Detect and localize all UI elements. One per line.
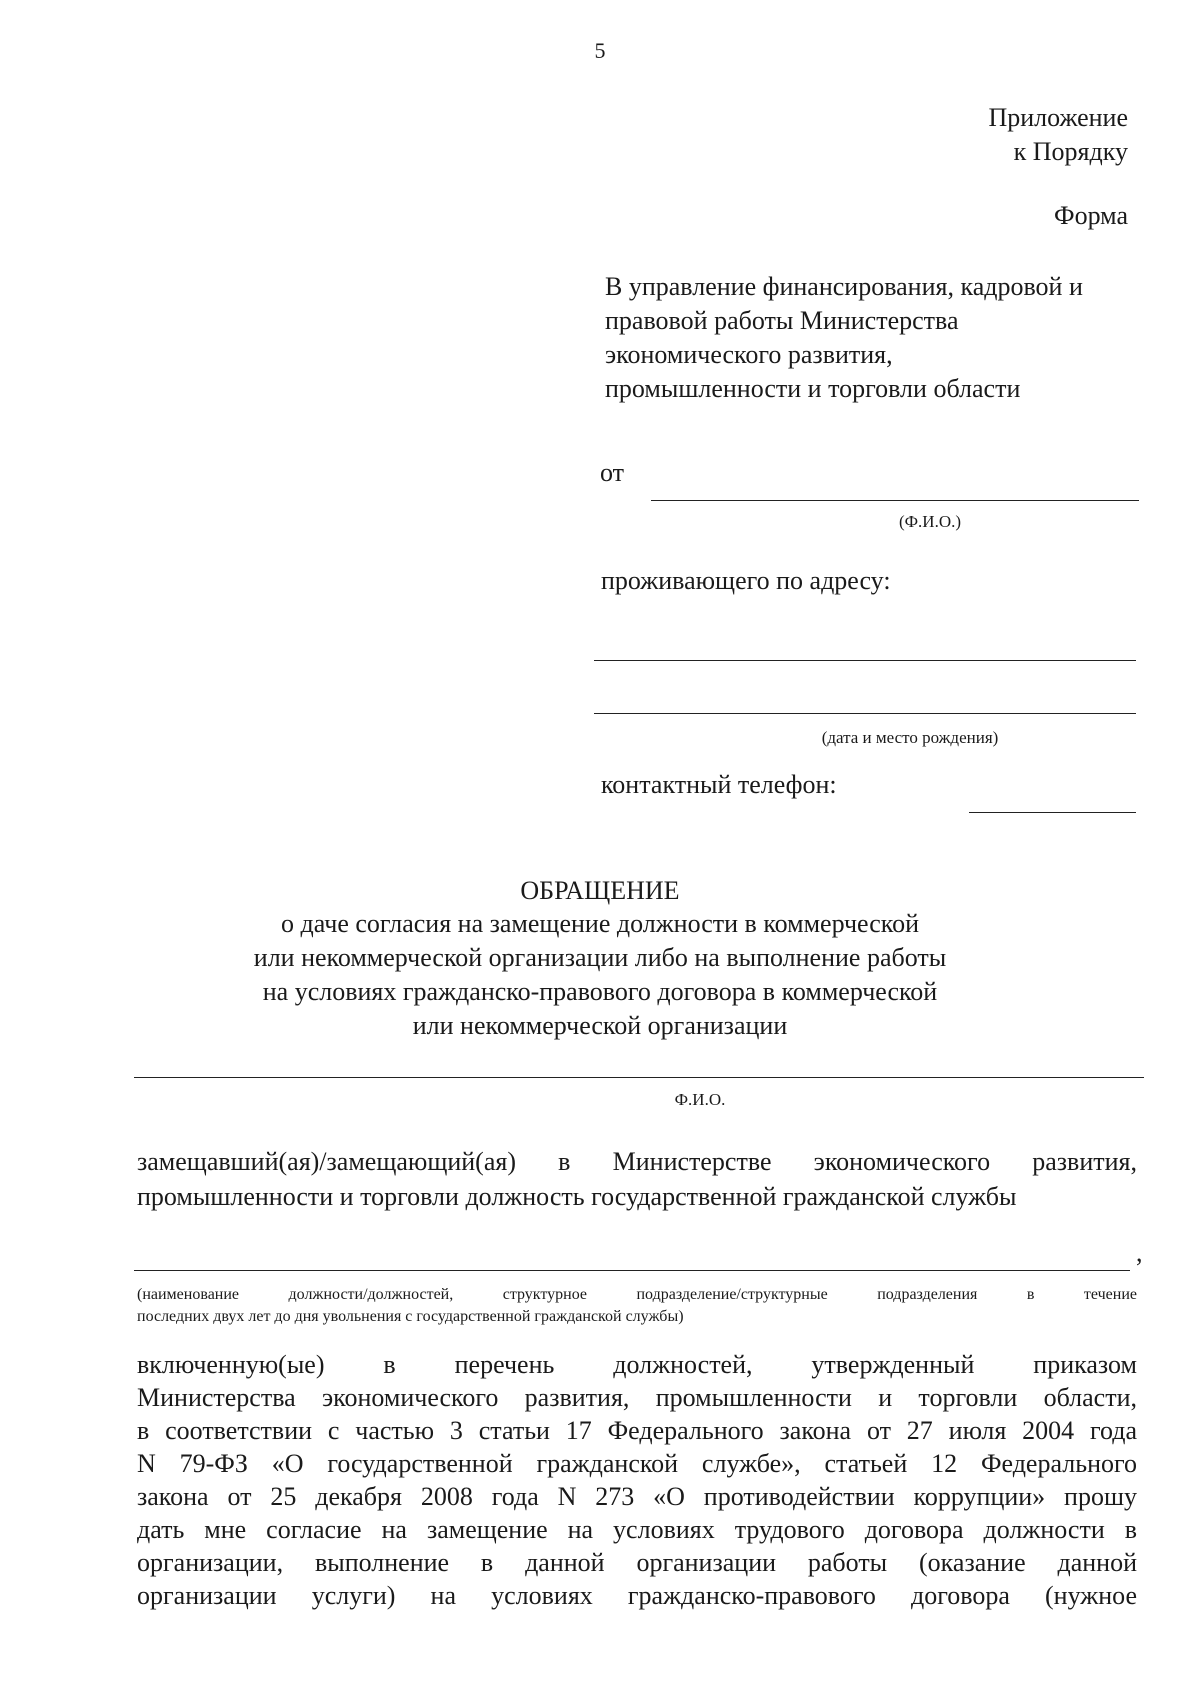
phone-fill-line[interactable]	[969, 812, 1136, 813]
paragraph2-line-3: в соответствии с частью 3 статьи 17 Федерального закона от 27 июля 2004 года	[137, 1416, 1137, 1445]
appendix-line-1: Приложение	[988, 103, 1128, 132]
address-fill-line-2[interactable]	[594, 713, 1136, 714]
paragraph1-line-1: замещавший(ая)/замещающий(ая) в Министерстве экономического развития,	[137, 1147, 1137, 1176]
title-line-4: или некоммерческой организации	[412, 1011, 788, 1040]
fio-fill-line[interactable]	[651, 500, 1139, 501]
address-fill-line-1[interactable]	[594, 660, 1136, 661]
position-caption-line-2: последних двух лет до дня увольнения с государственной гражданской службы)	[137, 1308, 684, 1325]
paragraph1-line-2: промышленности и торговли должность государственной гражданской службы	[137, 1182, 1017, 1211]
fio-caption: (Ф.И.О.)	[898, 512, 962, 531]
document-title: ОБРАЩЕНИЕ	[520, 876, 680, 905]
residence-label: проживающего по адресу:	[601, 566, 891, 595]
addressee-line-2: правовой работы Министерства	[605, 306, 959, 335]
title-line-3: на условиях гражданско-правового договора в коммерческой	[262, 977, 938, 1006]
form-label: Форма	[1054, 201, 1128, 230]
page-number: 5	[594, 38, 606, 63]
paragraph2-line-4: N 79-ФЗ «О государственной гражданской службе», статьей 12 Федерального	[137, 1449, 1137, 1478]
title-line-2: или некоммерческой организации либо на выполнение работы	[253, 943, 947, 972]
addressee-block	[605, 270, 1125, 406]
comma-mark: ,	[1136, 1238, 1143, 1267]
paragraph2-line-8: организации услуги) на условиях гражданско-правового договора (нужное	[137, 1581, 1137, 1610]
addressee-line-3: экономического развития,	[605, 340, 893, 369]
title-line-1: о даче согласия на замещение должности в коммерческой	[281, 909, 919, 938]
from-label: от	[600, 458, 625, 487]
paragraph2-line-2: Министерства экономического развития, промышленности и торговли области,	[137, 1383, 1137, 1412]
appendix-line-2: к Порядку	[1013, 137, 1128, 166]
paragraph2-line-1: включенную(ые) в перечень должностей, утвержденный приказом	[137, 1350, 1137, 1379]
position-caption-line-1: (наименование должности/должностей, структурное подразделение/структурные подразделения в течение	[137, 1286, 1137, 1303]
addressee-line-4: промышленности и торговли области	[605, 374, 1021, 403]
paragraph2-line-7: организации, выполнение в данной организации работы (оказание данной	[137, 1548, 1137, 1577]
applicant-fio-line[interactable]	[134, 1077, 1144, 1078]
addressee-line-1: В управление финансирования, кадровой и	[605, 272, 1083, 301]
phone-label: контактный телефон:	[601, 770, 837, 799]
position-fill-line[interactable]	[134, 1270, 1130, 1271]
birth-caption: (дата и место рождения)	[821, 728, 999, 747]
paragraph2-line-6: дать мне согласие на замещение на условиях трудового договора должности в	[137, 1515, 1137, 1544]
paragraph2	[137, 1348, 1137, 1612]
paragraph2-line-5: закона от 25 декабря 2008 года N 273 «О противодействии коррупции» прошу	[137, 1482, 1137, 1511]
fio-caption-2: Ф.И.О.	[674, 1090, 726, 1109]
